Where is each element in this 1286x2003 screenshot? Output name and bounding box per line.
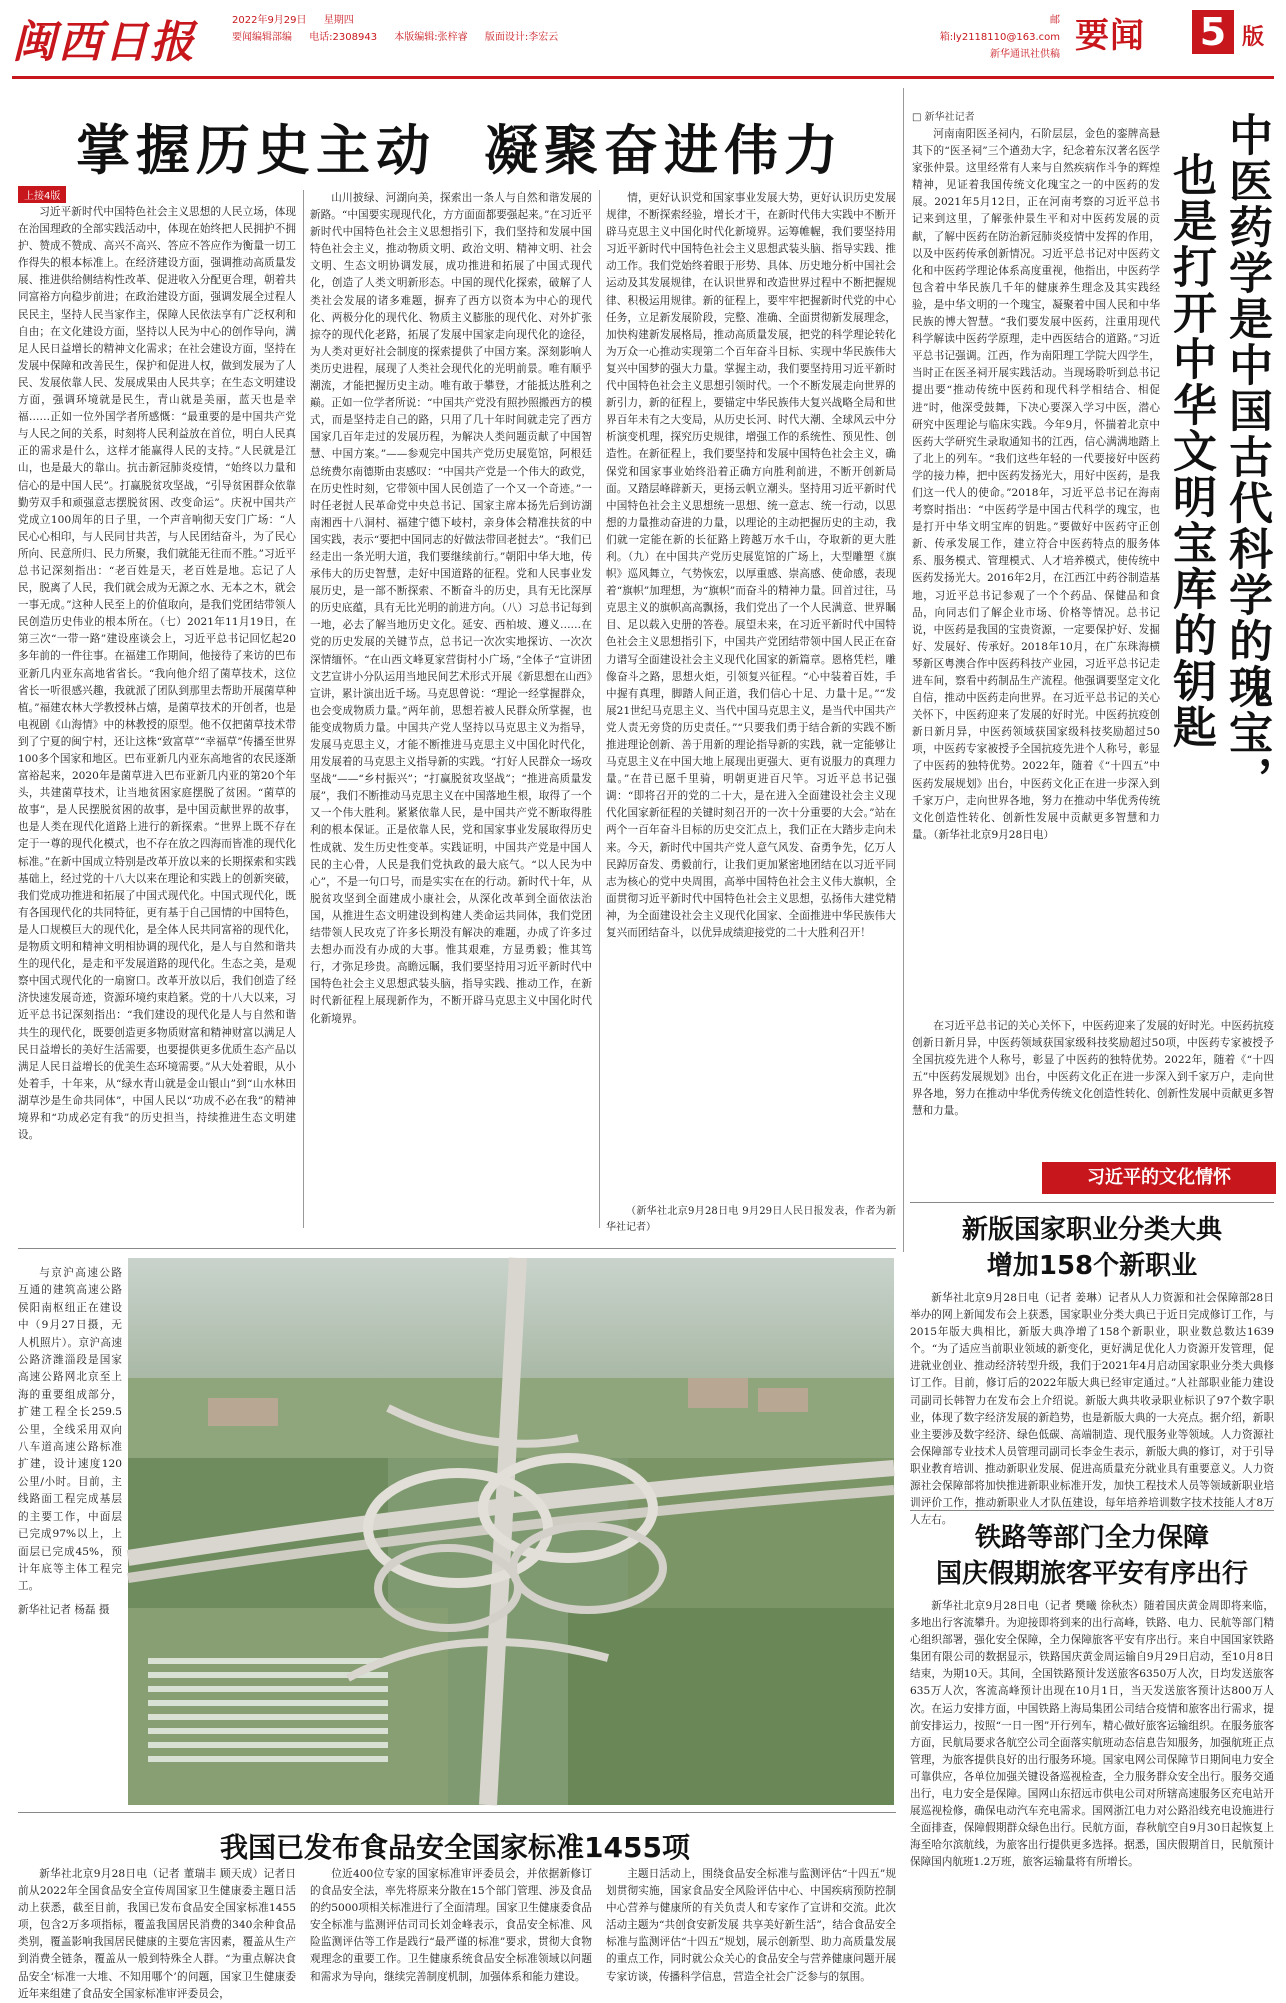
food-article-text-1: 新华社北京9月28日电（记者 董瑞丰 顾天成）记者日前从2022年全国食品安全宣传周国家卫生健康委主题日活动上获悉，截至目前，我国已发布食品安全国家标准1455项，包含2万多项指标，覆盖我国居民消费的340余种食品类别，覆盖影响我国居民健康的主要危害因素，覆盖从生产到消费全链条，覆盖从一般到特殊全人群。“为重点解决食品安全‘标准一大堆、不知用哪个’的问题，国家卫生健康委近年来组建了食品安全国家标准审评委员会， bbox=[18, 1868, 296, 2000]
contact-meta bbox=[930, 12, 1060, 63]
main-story-column-1 bbox=[18, 204, 296, 1228]
main-story-column-2 bbox=[310, 190, 592, 1228]
rail-headline bbox=[910, 1520, 1274, 1592]
jobs-article-text: 新华社北京9月28日电（记者 姜琳）记者从人力资源和社会保障部28日举办的网上新闻发布会上获悉，国家职业分类大典已于近日完成修订工作，与2015年版大典相比，新版大典净增了158个新职业，职业数总数达1639个。“为了适应当前职业领域的新变化，更好满足优化人力资源开发管理，促进就业创业、推动经济转型升级，我们于2021年4月启动国家职业分类大典修订工作。目前，修订后的2022年版大典已经审定通过。”人社部职业能力建设司副司长韩智力在发布会上介绍说。新版大典共收录职业标识了97个数字职业，体现了数字经济发展的新趋势，也是新版大典的一大亮点。据介绍，新职业主要涉及数字经济、绿色低碳、高端制造、现代服务业等领域。人力资源社会保障部专业技术人员管理司副司长李金生表示，新版大典的修订，对于引导职业教育培训、推动新职业发展、促进高质量充分就业具有重要意义。人力资源社会保障部将加快推进新职业标准开发，加快工程技术人员等领域新职业培训评价工作，推动新职业人才队伍建设，每年培养培训数字技术技能人才8万人左右。 bbox=[910, 1292, 1274, 1527]
main-headline-part-a: 掌握历史主动 bbox=[76, 119, 436, 182]
issue-meta bbox=[232, 12, 572, 46]
rail-article-text: 新华社北京9月28日电（记者 樊曦 徐秋杰）随着国庆黄金周即将来临，多地出行客流攀升。为迎接即将到来的出行高峰，铁路、电力、民航等部门精心组织部署，强化安全保障，全力保障旅客平安有序出行。来自中国国家铁路集团有限公司的数据显示，铁路国庆黄金周运输自9月29日启动，至10月8日结束，为期10天。其间，全国铁路预计发送旅客6350万人次，日均发送旅客635万人次，客流高峰预计出现在10月1日，当天发送旅客预计达800万人次。在运力安排方面，中国铁路上海局集团公司结合疫情和旅客出行需求，提前安排运力，按照“一日一图”开行列车，精心做好旅客运输组织。在服务旅客方面，民航局要求各航空公司全面落实航班动态信息告知服务，加强航班正点管理，为旅客提供良好的出行服务环境。国家电网公司保障节日期间电力安全可靠供应，各单位加强关键设备巡视检查，全力服务群众安全出行。服务交通出行，电力安全是保障。国网山东招远市供电公司对所辖高速服务区充电站开展巡视检修，确保电动汽车充电需求。国网浙江电力对公路沿线充电设施进行全面排查，保障假期群众绿色出行。民航方面，春秋航空自9月30日起恢复上海至哈尔滨航线，为旅客出行提供更多选择。据悉，国庆假期首日，民航预计保障国内航班1.2万班，旅客运输量将有所增长。 bbox=[910, 1600, 1274, 1869]
food-headline: 我国已发布食品安全国家标准1455项 bbox=[220, 1831, 690, 1864]
jobs-article-body bbox=[910, 1290, 1274, 1527]
main-story-column-3 bbox=[606, 190, 896, 1200]
food-article-column-3 bbox=[606, 1866, 896, 1983]
food-article-text-2: 位近400位专家的国家标准审评委员会，并依据新修订的食品安全法，率先将原来分散在15个部门管理、涉及食品的约5000项相关标准进行了全面清理。国家卫生健康委食品安全标准与监测评估司司长刘金峰表示，食品安全标准、风险监测评估等工作是践行“最严谨的标准”要求，贯彻大食物观理念的重要工作。卫生健康系统食品安全标准领域以问题和需求为导向，继续完善制度机制，加强体系和能力建设。 bbox=[310, 1868, 592, 1983]
feature-headline-line-1: 中医药学是中国古代科学的瑰宝， bbox=[1221, 112, 1272, 802]
desk-name: 要闻编辑部编 bbox=[232, 32, 292, 43]
page-unit: 版 bbox=[1242, 25, 1265, 50]
wire-source: 新华通讯社供稿 bbox=[990, 49, 1060, 60]
main-story-text-3: 情，更好认识党和国家事业发展大势，更好认识历史发展规律，不断探索经验，增长才干，在新时代伟大实践中不断开辟马克思主义中国化时代化新境界。运筹帷幄，我们要坚持用习近平新时代中国特色社会主义思想武装头脑、指导实践、推动工作。我们党始终着眼于形势、具体、历史地分析中国社会运动及其发展规律，在认识世界和改造世界过程中不断把握规律、积极运用规律。新的征程上，要牢牢把握新时代党的中心任务，立足新发展阶段，完整、准确、全面贯彻新发展理念，加快构建新发展格局，推动高质量发展，把党的科学理论转化为万众一心推动实现第二个百年奋斗目标、实现中华民族伟大复兴中国梦的强大力量。掌握主动，我们要坚持用习近平新时代中国特色社会主义思想引领时代。一个不断发展走向世界的新引力，新的征程上，要锚定中华民族伟大复兴战略全局和世界百年未有之大变局，从历史长河、时代大潮、全球风云中分析演变机理，探究历史规律，增强工作的系统性、预见性、创造性。在新征程上，我们要坚持和发展中国特色社会主义，确保党和国家事业始终沿着正确方向胜利前进，不断开创新局面。又踏层峰辟新天，更扬云帆立潮头。坚持用习近平新时代中国特色社会主义思想统一思想、统一意志、统一行动，以思想的力量推动奋进的力量，以理论的主动把握历史的主动，我们就一定能在新的长征路上跨越万水千山，夺取新的更大胜利。（九）在中国共产党历史展览馆的广场上，大型雕塑《旗帜》巡风舞立，气势恢宏，以厚重感、崇高感、使命感，表现着“旗帜”加理想，为“旗帜”而奋斗的精神力量。回首过往，马克思主义的旗帜高高飘扬，我们党出了一个人民满意、世界瞩目、足以载入史册的答卷。展望未来，在习近平新时代中国特色社会主义思想指引下，中国共产党团结带领中国人民正在奋力谱写全面建设社会主义现代化国家的新篇章。恩格凭栏，雕像奋斗之路，思想火炬，引领复兴征程。“心中装着百姓，手中握有真理，脚踏人间正道，我们信心十足、力量十足。”“发展21世纪马克思主义、当代中国马克思主义，是当代中国共产党人责无旁贷的历史责任。”“只要我们勇于结合新的实践不断推进理论创新、善于用新的理论指导新的实践，就一定能够让马克思主义在中国大地上展现出更强大、更有说服力的真理力量。”在昔已愿千里骑，明朝更进百尺竿。习近平总书记强调：“即将召开的党的二十大，是在进入全面建设社会主义现代化国家新征程的关键时刻召开的一次十分重要的大会。”站在两个一百年奋斗目标的历史交汇点上，我们正在大踏步走向未来。今天，新时代中国共产党人意气风发、奋勇争先，亿万人民踔厉奋发、勇毅前行，让我们更加紧密地团结在以习近平同志为核心的党中央周围，高举中国特色社会主义伟大旗帜，全面贯彻习近平新时代中国特色社会主义思想，弘扬伟大建党精神，为全面建设社会主义现代化国家、全面推进中华民族伟大复兴而团结奋斗，以优异成绩迎接党的二十大胜利召开！ bbox=[606, 192, 896, 940]
main-headline bbox=[76, 108, 844, 185]
column-divider bbox=[903, 88, 904, 1252]
aerial-photo-image bbox=[128, 1258, 894, 1805]
continued-from-tag: 上接4版 bbox=[18, 186, 66, 203]
column-divider bbox=[599, 190, 600, 1228]
page-number: 5 bbox=[1192, 10, 1234, 54]
photo-caption bbox=[18, 1265, 122, 1619]
page-editor: 本版编辑:张梓睿 bbox=[394, 32, 468, 43]
main-story-text-2: 山川披绿、河湖向美，探索出一条人与自然和谐发展的新路。“中国要实现现代化，方方面面都要强起来。”在习近平新时代中国特色社会主义思想指引下，我们坚持和发展中国特色社会主义，推动物质文明、政治文明、精神文明、社会文明、生态文明协调发展，成功推进和拓展了中国式现代化，创造了人类文明新形态。中国的现代化探索，破解了人类社会发展的诸多难题，摒弃了西方以资本为中心的现代化、两极分化的现代化、物质主义膨胀的现代化、对外扩张掠夺的现代化老路，拓展了发展中国家走向现代化的途径，为人类对更好社会制度的探索提供了中国方案。深刻影响人类历史进程，展现了人类社会现代化的光明前景。唯有顺乎潮流，才能把握历史主动。唯有敢于攀登，才能抵达胜利之巅。正如一位学者所说：“中国共产党没有照抄照搬西方的模式，而是坚持走自己的路，只用了几十年时间就走完了西方国家几百年走过的发展历程，为解决人类问题贡献了中国智慧、中国方案。”——参观完中国共产党历史展览馆，阿根廷总统费尔南德斯由衷感叹：“中国共产党是一个伟大的政党，在历史性时刻，它带领中国人民创造了一个又一个奇迹。”一时任老挝人民革命党中央总书记、国家主席本扬先后到访湖南湘西十八洞村、福建宁德下岐村，亲身体会精准扶贫的中国实践，表示“要把中国同志的好做法带回老挝去”。“我们已经走出一条光明大道，我们要继续前行。”朝阳中华大地，传承伟大的历史智慧，走好中国道路的征程。党和人民事业发展历史，是一部不断探索、不断奋斗的历史，具有无比深厚的历史底蕴，具有无比光明的前进方向。（八）习总书记每到一地，必去了解当地历史文化。延安、西柏坡、遵义……在党的历史发展的关键节点，总书记一次次实地探访、一次次深情缅怀。“在山西文峰夏家营街村小广场，”全体子“宣讲团文艺宣讲小分队运用当地民间艺术形式开展《新思想在山西》宣讲，累计演出近千场。马克思曾说：“理论一经掌握群众，也会变成物质力量。”两年前，思想若被人民群众所掌握，也能变成物质力量。中国共产党人坚持以马克思主义为指导，发展马克思主义，才能不断推进马克思主义中国化时代化，用发展着的马克思主义指导新的实践。“打好人民群众一场攻坚战”——“乡村振兴”；“打赢脱贫攻坚战”；“推进高质量发展”，我们不断推动马克思主义在中国落地生根，取得了一个又一个伟大胜利。紧紧依靠人民，是中国共产党不断取得胜利的根本保证。正是依靠人民，党和国家事业发展取得历史性成就、发生历史性变革。实践证明，中国共产党是中国人民的主心骨，人民是我们党执政的最大底气。“以人民为中心”，不是一句口号，而是实实在在的行动。新时代十年，从脱贫攻坚到全面建成小康社会，从深化改革到全面依法治国，从推进生态文明建设到构建人类命运共同体，我们党团结带领人民攻克了许多长期没有解决的难题，办成了许多过去想办而没有办成的大事。惟其艰难，方显勇毅；惟其笃行，才弥足珍贵。高瞻远瞩，我们要坚持用习近平新时代中国特色社会主义思想武装头脑，指导实践、推动工作，在新时代新征程上展现新作为，不断开辟马克思主义中国化时代化新境界。 bbox=[310, 192, 592, 1025]
page-designer: 版面设计:李宏云 bbox=[484, 32, 559, 43]
food-article-column-2 bbox=[310, 1866, 592, 1983]
main-story-byline: （新华社北京9月28日电 9月29日人民日报发表，作者为新华社记者） bbox=[606, 1206, 896, 1233]
column-divider bbox=[303, 190, 304, 1228]
feature-column-a bbox=[912, 126, 1160, 1014]
jobs-headline-line-1: 新版国家职业分类大典 bbox=[961, 1215, 1222, 1245]
food-article-text-3: 主题日活动上，围绕食品安全标准与监测评估“十四五”规划贯彻实施，国家食品安全风险评估中心、中国疾病预防控制中心营养与健康所的有关负责人和专家作了宣讲和交流。此次活动主题为“共创食安新发展 共享美好新生活”，结合食品安全标准与监测评估“十四五”规划，展示创新型、助力高质量发展的重点工作，同时就公众关心的食品安全与营养健康问题开展专家访谈，传播科学信息，营造全社会广泛参与的氛围。 bbox=[606, 1868, 896, 1983]
section-rule bbox=[18, 1248, 896, 1249]
feature-text-continued: 在习近平总书记的关心关怀下，中医药迎来了发展的好时光。中医药抗疫创新日新月异，中医药领域获国家级科技奖励超过50项，中医药专家被授予全国抗疫先进个人称号，彰显了中医药的独特优势。2022年，随着《“十四五”中医药发展规划》出台，中医药文化正在进一步深入到千家万户，走向世界各地，努力在推动中华优秀传统文化创造性转化、创新性发展中贡献更多智慧和力量。 bbox=[912, 1020, 1274, 1118]
column-tag: 习近平的文化情怀 bbox=[1042, 1162, 1276, 1194]
masthead bbox=[0, 0, 1286, 88]
rail-headline-line-1: 铁路等部门全力保障 bbox=[974, 1523, 1209, 1553]
section-rule bbox=[910, 1202, 1274, 1203]
section-name: 要闻 bbox=[1075, 16, 1145, 56]
food-article-column-1 bbox=[18, 1866, 296, 2000]
section-rule bbox=[910, 1510, 1274, 1511]
photo-caption-text: 与京沪高速公路互通的建筑高速公路侯阳南枢纽正在建设中（9月27日摄，无人机照片）。京沪高速公路济潍淄段是国家高速公路网北京至上海的重要组成部分，扩建工程全长259.5公里，全线采用双向八车道高速公路标准扩建，设计速度120公里/小时。目前，主线路面工程完成基层的主要工作，中面层已完成97%以上，上面层已完成45%，预计年底等主体工程完工。 bbox=[18, 1267, 122, 1593]
issue-date: 2022年9月29日 bbox=[232, 15, 307, 26]
issue-weekday: 星期四 bbox=[323, 15, 354, 26]
rail-headline-line-2: 国庆假期旅客平安有序出行 bbox=[935, 1559, 1248, 1589]
feature-byline: □ 新华社记者 bbox=[912, 112, 975, 123]
newspaper-logo: 闽西日报 bbox=[12, 17, 196, 68]
jobs-headline-line-2: 增加158个新职业 bbox=[986, 1251, 1198, 1281]
main-headline-part-b: 凝聚奋进伟力 bbox=[484, 119, 844, 182]
section-rule bbox=[18, 1812, 896, 1813]
feature-headline-line-2: 也是打开中华文明宝库的钥匙 bbox=[1165, 152, 1216, 750]
jobs-headline bbox=[910, 1212, 1274, 1284]
feature-column-b bbox=[912, 1018, 1274, 1156]
feature-text: 河南南阳医圣祠内，石阶层层，金色的銮牌高悬其下的“医圣祠”三个遒劲大字，纪念着东汉著名医学家张仲景。这里经常有人来与自然疾病作斗争的辉煌精神，见证着我国传统文化瑰宝之一的中医药的发展。2021年5月12日，正在河南考察的习近平总书记来到这里，了解张仲景生平和对中医药发展的贡献，了解中医药在防治新冠肺炎疫情中发挥的作用，以及中医药传承创新情况。习近平总书记对中医药文化和中医药学理论体系高度重视，他指出，中医药学包含着中华民族几千年的健康养生理念及其实践经验，是中华文明的一个瑰宝，凝聚着中国人民和中华民族的博大智慧。“我们要发展中医药，注重用现代科学解读中医药学原理，走中西医结合的道路。”习近平总书记强调。江西，作为南阳理工学院大四学生，当时正在医圣祠开展实践活动。当现场聆听到总书记提出要“推动传统中医药和现代科学相结合、相促进”时，他深受鼓舞，下决心要深入学习中医，潜心研究中医理论与临床实践。今年9月，怀揣着北京中医药大学研究生录取通知书的江西，信心满满地踏上了北上的列车。“我们这些年轻的一代要接好中医药学的接力棒，把中医药发扬光大，用好中医药，是我们这一代人的使命。”2018年，习近平总书记在海南考察时指出：“中医药学是中国古代科学的瑰宝，也是打开中华文明宝库的钥匙。”要做好中医药守正创新、传承发展工作，建立符合中医药特点的服务体系、服务模式、管理模式、人才培养模式，使传统中医药发扬光大。2016年2月，在江西江中药谷制造基地，习近平总书记参观了一个个药品、保健品和食品，向同志们了解企业市场、价格等情况。总书记说，中医药是我国的宝贵资源，一定要保护好、发掘好、发展好、传承好。2018年10月，在广东珠海横琴新区粤澳合作中医药科技产业园，习近平总书记走进车间，察看中药制品生产流程。他强调要坚定文化自信，推动中医药走向世界。在习近平总书记的关心关怀下，中医药迎来了发展的好时光。中医药抗疫创新日新月异，中医药领域获国家级科技奖励超过50项，中医药专家被授予全国抗疫先进个人称号，彰显了中医药的独特优势。2022年，随着《“十四五”中医药发展规划》出台，中医药文化正在进一步深入到千家万户，走向世界各地，努力在推动中华优秀传统文化创造性转化、创新性发展中贡献更多智慧和力量。（新华社北京9月28日电） bbox=[912, 128, 1160, 841]
contact-email: 邮箱:ly2118110@163.com bbox=[939, 15, 1060, 43]
highway-interchange-photo bbox=[128, 1258, 894, 1805]
photo-credit: 新华社记者 杨磊 摄 bbox=[18, 1603, 110, 1616]
main-story-text-1: 习近平新时代中国特色社会主义思想的人民立场，体现在治国理政的全部实践活动中，体现在始终把人民拥护不拥护、赞成不赞成、高兴不高兴、答应不答应作为衡量一切工作得失的根本标准上。在经济建设方面，强调推动高质量发展、推进供给侧结构性改革、促进收入分配更合理，朝着共同富裕方向稳步前进；在政治建设方面，强调发展全过程人民民主，坚持人民当家作主，保障人民依法享有广泛权利和自由；在文化建设方面，坚持以人民为中心的创作导向，满足人民日益增长的精神文化需求；在社会建设方面，坚持在发展中保障和改善民生，保护和促进人权，做到发展为了人民、发展依靠人民、发展成果由人民共享；在生态文明建设方面，强调环境就是民生，青山就是美丽，蓝天也是幸福……正如一位外国学者所感慨：“最重要的是中国共产党与人民之间的关系，时刻将人民利益放在首位，明白人民真正的需求是什么，这样才能赢得人民的支持。”人民就是江山，也是最大的靠山。抗击新冠肺炎疫情，“始终以力量和信心的是中国人民”。打赢脱贫攻坚战，“引导贫困群众依靠勤劳双手和顽强意志摆脱贫困、改变命运”。庆祝中国共产党成立100周年的日子里，一个声音响彻天安门广场：“人民心心相印，与人民同甘共苦，与人民团结奋斗，为了民心所向、民意所归、民力所聚，我们就能无往而不胜。”习近平总书记深刻指出：“老百姓是天，老百姓是地。忘记了人民，脱离了人民，我们就会成为无源之水、无本之木，就会一事无成。”这种人民至上的价值取向，是我们党团结带领人民创造历史伟业的根本所在。（七）2021年11月19日，在第三次“一带一路”建设座谈会上，习近平总书记回忆起20多年前的一件往事。在福建工作期间，他接待了来访的巴布亚新几内亚东高地省省长。“我向他介绍了菌草技术，这位省长一听很感兴趣，我就派了团队到那里去帮助开展菌草种植。”福建农林大学教授林占熺，是菌草技术的开创者，也是电视剧《山海情》中的林教授的原型。他不仅把菌草技术带到了宁夏的闽宁村，还让这株“致富草”“幸福草”传播至世界100多个国家和地区。巴布亚新几内亚东高地省的农民逐渐富裕起来，2020年是菌草进入巴布亚新几内亚的第20个年头，共建菌草技术，让当地贫困家庭摆脱了贫困。“菌草的故事”，是人民摆脱贫困的故事，是中国贡献世界的故事，也是人类在现代化道路上进行的新探索。“世界上既不存在定于一尊的现代化模式，也不存在放之四海而皆准的现代化标准。”在新中国成立特别是改革开放以来的长期探索和实践基础上，经过党的十八大以来在理论和实践上的创新突破，我们党成功推进和拓展了中国式现代化。中国式现代化，既有各国现代化的共同特征，更有基于自己国情的中国特色，是人口规模巨大的现代化，是全体人民共同富裕的现代化，是物质文明和精神文明相协调的现代化，是人与自然和谐共生的现代化，是走和平发展道路的现代化。生态之美，是观察中国式现代化的一扇窗口。改革开放以后，我们创造了经济快速发展奇迹，资源环境约束趋紧。党的十八大以来，习近平总书记深刻指出：“我们建设的现代化是人与自然和谐共生的现代化，既要创造更多物质财富和精神财富以满足人民日益增长的美好生活需要，也要提供更多优质生态产品以满足人民日益增长的优美生态环境需要。”从大处着眼，从小处着手，十年来，从“绿水青山就是金山银山”到“山水林田湖草沙是生命共同体”，中国人民以“功成不必在我”的精神境界和“功成必定有我”的历史担当，持续推进生态文明建设。 bbox=[18, 206, 296, 1142]
desk-phone: 电话:2308943 bbox=[309, 32, 378, 43]
rail-article-body bbox=[910, 1598, 1274, 1948]
masthead-rule bbox=[12, 76, 1274, 79]
